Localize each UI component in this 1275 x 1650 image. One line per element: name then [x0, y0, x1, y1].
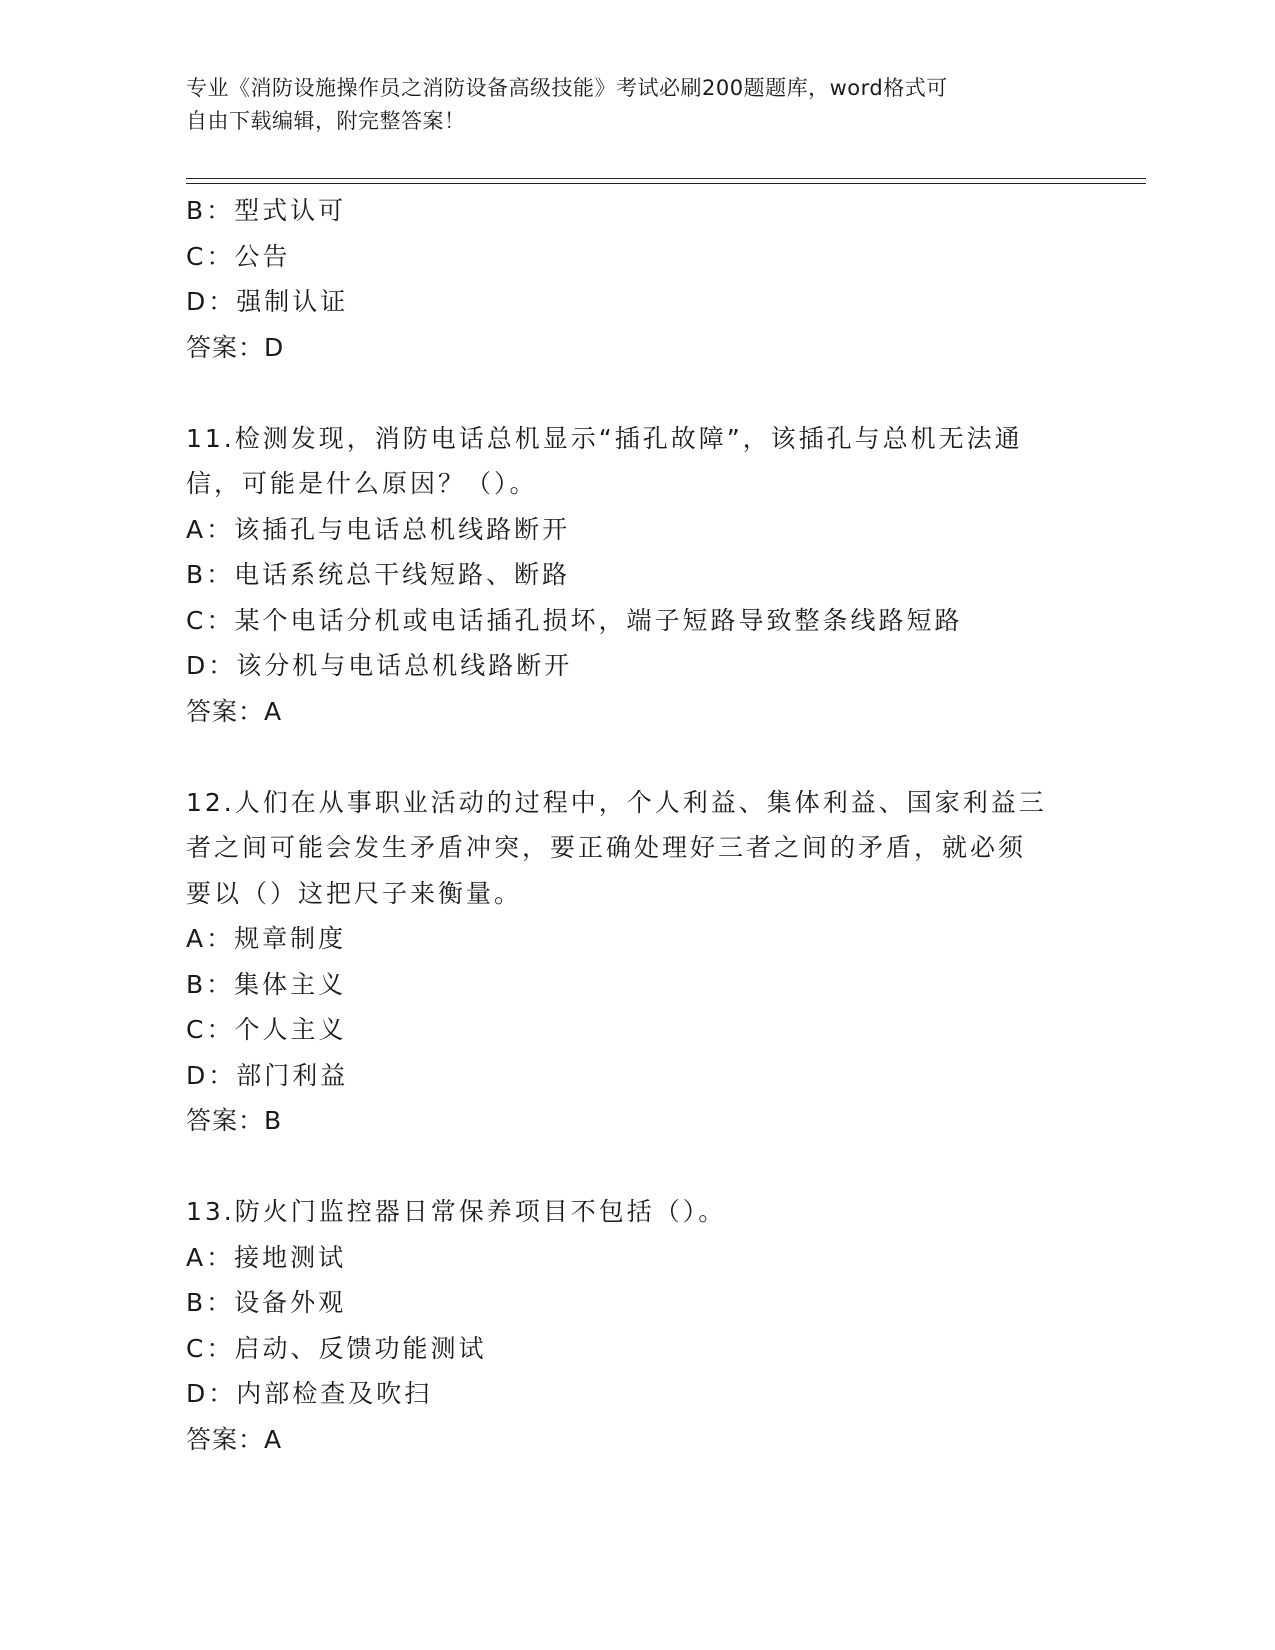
option-b: B：设备外观 [186, 1288, 347, 1317]
option-d: D：该分机与电话总机线路断开 [186, 651, 573, 680]
option-b: B：电话系统总干线短路、断路 [186, 560, 571, 589]
option-a: A：该插孔与电话总机线路断开 [186, 514, 571, 544]
answer-line: 答案：A [186, 1424, 283, 1454]
header-divider-top [186, 178, 1146, 179]
answer-line: 答案：A [186, 696, 283, 726]
question-list [186, 188, 1086, 1462]
option-d: D：部门利益 [186, 1060, 349, 1090]
option-b: B：集体主义 [186, 969, 347, 999]
question-stem-line: 信，可能是什么原因？（）。 [186, 469, 538, 498]
question-13 [186, 1189, 1086, 1462]
option-c: C：公告 [186, 241, 291, 271]
question-stem-line: 者之间可能会发生矛盾冲突，要正确处理好三者之间的矛盾，就必须 [186, 833, 1027, 862]
question-12 [186, 780, 1086, 1144]
question-11 [186, 416, 1086, 735]
answer-line: 答案：B [186, 1106, 283, 1135]
option-a: A：规章制度 [186, 924, 347, 953]
question-10-continued [186, 188, 1086, 370]
option-d: D：内部检查及吹扫 [186, 1379, 433, 1408]
header-line-1: 专业《消防设施操作员之消防设备高级技能》考试必刷200题题库，word格式可 [186, 76, 948, 100]
option-c: C：启动、反馈功能测试 [186, 1333, 487, 1363]
option-b: B：型式认可 [186, 196, 347, 225]
option-c: C：个人主义 [186, 1015, 347, 1044]
header-divider-bottom [186, 183, 1146, 184]
question-stem-line: 13.防火门监控器日常保养项目不包括（）。 [186, 1197, 727, 1226]
spacer [186, 1144, 1086, 1190]
question-stem-line: 12.人们在从事职业活动的过程中，个人利益、集体利益、国家利益三 [186, 787, 1047, 817]
page-header [186, 72, 1066, 138]
spacer [186, 734, 1086, 780]
question-stem-line: 11.检测发现，消防电话总机显示“插孔故障”，该插孔与总机无法通 [186, 423, 1023, 453]
option-c: C：某个电话分机或电话插孔损坏，端子短路导致整条线路短路 [186, 605, 963, 635]
question-stem-line: 要以（）这把尺子来衡量。 [186, 878, 523, 908]
answer-line: 答案：D [186, 332, 285, 362]
option-a: A：接地测试 [186, 1242, 347, 1272]
option-d: D：强制认证 [186, 287, 349, 316]
header-line-2: 自由下载编辑，附完整答案！ [186, 109, 466, 133]
spacer [186, 370, 1086, 416]
